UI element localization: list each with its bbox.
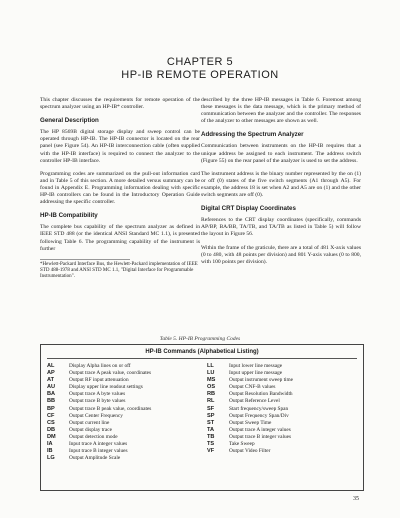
table-row: [47, 370, 197, 377]
command-description: Output detection mode: [69, 433, 118, 440]
command-code: BP: [47, 405, 55, 412]
table-row: [207, 391, 357, 398]
command-description: Output Video Filter: [229, 448, 271, 455]
table-row: [47, 363, 197, 370]
command-code: LU: [207, 370, 215, 377]
table-row: [47, 398, 197, 405]
table-row: [207, 434, 357, 441]
command-description: Output Resolution Bandwidth: [229, 391, 293, 398]
command-code: ST: [207, 419, 215, 426]
command-code: RB: [207, 391, 216, 398]
command-description: Output trace A peak value, coordinates: [69, 370, 152, 377]
compat-paragraph: The complete bus capability of the spectrum analyzer as defined in IEEE STD 488 (or the identical ANSI Standard MC 1.1), is presented following Table 6. The programming capability of the instrument is further: [40, 224, 200, 252]
command-code: AP: [47, 370, 55, 377]
crt-heading: Digital CRT Display Coordinates: [201, 205, 296, 213]
table-row: [47, 406, 197, 413]
command-code: TS: [207, 441, 215, 448]
command-description: Take Sweep: [229, 441, 255, 448]
command-description: Input trace A integer values: [69, 441, 128, 448]
table-row: [207, 377, 357, 384]
command-description: Output Sweep Time: [229, 419, 272, 426]
command-code: BA: [47, 391, 56, 398]
footnote-rule: [40, 259, 198, 281]
addressing-heading: Addressing the Spectrum Analyzer: [201, 131, 304, 139]
commands-table: [40, 344, 364, 491]
table-row: [207, 420, 357, 427]
table-caption: Table 5. HP-IB Programming Codes: [159, 336, 241, 342]
chapter-title: HP-IB REMOTE OPERATION: [121, 69, 279, 81]
command-description: Display upper line readout settings: [69, 384, 143, 391]
table-row: [207, 427, 357, 434]
footnote: *Hewlett-Packard Interface Bus, the Hewlett-Packard implementation of IEEE STD 488-1978 and ANSI STD MC 1.1, "Digital Interface for Programmable Instrumentation".: [40, 261, 198, 280]
left-column: [40, 97, 200, 280]
commands-left-half: [47, 363, 197, 462]
command-description: Output trace B integer values: [229, 433, 292, 440]
command-description: Output Frequency Span/Div: [229, 412, 289, 419]
command-code: CS: [47, 419, 55, 426]
addressing-paragraph-1: Communication between instruments on the HP-IB requires that a unique address be assigned to each instrument. The address switch (Figure 55) on the rear panel of the analyzer is used to set the address.: [201, 143, 361, 164]
command-description: Output Center Frequency: [69, 412, 123, 419]
table-row: [47, 391, 197, 398]
command-description: Output trace A byte values: [69, 391, 126, 398]
table-row: [47, 455, 197, 462]
crt-paragraph-1: References to the CRT display coordinates (specifically, commands AP/BP, BA/BB, TA/TB, and TA/TB as listed in Table 5) will follow the layout in Figure 56.: [201, 217, 361, 238]
command-code: AU: [47, 384, 56, 391]
command-code: DM: [47, 433, 56, 440]
command-code: SP: [207, 412, 215, 419]
command-description: Output instrument sweep time: [229, 377, 293, 384]
command-description: Output trace A integer values: [229, 426, 291, 433]
table-row: [47, 434, 197, 441]
command-code: BB: [47, 398, 56, 405]
command-code: TA: [207, 426, 215, 433]
command-description: Input trace B integer values: [69, 448, 128, 455]
general-paragraph-2: Programming codes are summarized on the pull-out information card and in Table 5 of this section. A more detailed versus summary can be found in Appendix E. Programming information dealing with specific HP-IB controllers can be found in the Introductory Operation Guide addressing the specific controller.: [40, 170, 200, 206]
command-description: Input upper line message: [229, 370, 283, 377]
command-code: OS: [207, 384, 216, 391]
table-row: [207, 406, 357, 413]
commands-right-half: [207, 363, 357, 455]
command-description: Display Alpha lines on or off: [69, 363, 131, 369]
addressing-paragraph-2: The instrument address is the binary number represented by the on (1) or off (0) states of the five switch segments (A1 through A5). For example, the address 18 is set when A2 and A5 are on (1) and the other switch segments are off (0).: [201, 170, 361, 199]
command-code: IA: [47, 441, 53, 448]
table-row: [207, 413, 357, 420]
command-description: Input lower line message: [229, 363, 283, 369]
general-paragraph-1: The HP 8569B digital storage display and sweep control can be operated through HP-IB. The HP-IB connector is located on the rear panel (see Figure 54). An HP-IB interconnection cable (often supplied with the HP-IB interface) is required to connect the analyzer to the controller HP-IB interface.: [40, 129, 200, 164]
table-row: [207, 370, 357, 377]
table-row: [47, 384, 197, 391]
compat-heading: HP-IB Compatibility: [40, 212, 98, 220]
command-code: MS: [207, 377, 216, 384]
command-description: Output trace B peak value, coordinates: [69, 405, 152, 412]
command-description: Output display trace: [69, 426, 112, 433]
continued-paragraph: described by the three HP-IB messages in Table 6. Foremost among these messages is the data message, which is the primary method of communication between the analyzer and the controller. The responses of the analyzer to other messages are shown as well.: [201, 97, 361, 125]
command-description: Output CNF-B values: [229, 384, 276, 391]
table-row: [47, 420, 197, 427]
command-description: Start frequency/sweep Span: [229, 405, 289, 412]
command-code: SF: [207, 405, 215, 412]
command-description: Output current line: [69, 419, 110, 426]
table-row: [47, 427, 197, 434]
table-row: [47, 413, 197, 420]
command-code: AL: [47, 363, 55, 369]
crt-paragraph-2: Within the frame of the graticule, there are a total of 481 X-axis values (0 to 480, with 48 points per division) and 801 Y-axis values (0 to 800, with 100 points per division).: [201, 244, 361, 265]
page-number: 35: [353, 496, 359, 502]
table-row: [47, 448, 197, 455]
table-row: [207, 384, 357, 391]
command-code: VF: [207, 448, 215, 455]
table-row: [47, 441, 197, 448]
command-code: AT: [47, 377, 55, 384]
command-code: LL: [207, 363, 214, 369]
command-description: Output Reference Level: [229, 398, 280, 405]
table-row: [207, 441, 357, 448]
chapter-number: CHAPTER 5: [166, 56, 234, 68]
table-row: [47, 377, 197, 384]
command-description: Output Amplitude Scale: [69, 455, 121, 462]
intro-paragraph: This chapter discusses the requirements for remote operation of the spectrum analyzer using an HP-IB* controller.: [40, 97, 200, 111]
command-description: Output trace B byte values: [69, 398, 126, 405]
command-code: LG: [47, 455, 55, 462]
right-column: [201, 97, 361, 272]
command-code: IB: [47, 448, 53, 455]
command-description: Output RF input attenuation: [69, 377, 129, 384]
command-code: DB: [47, 426, 56, 433]
command-code: CF: [47, 412, 55, 419]
general-heading: General Description: [40, 117, 99, 125]
table-row: [207, 363, 357, 370]
command-code: TB: [207, 433, 215, 440]
table-row: [207, 398, 357, 405]
table-title: HP-IB Commands (Alphabetical Listing): [47, 345, 357, 359]
chapter-header: [0, 56, 400, 82]
table-row: [207, 448, 357, 455]
command-code: RL: [207, 398, 215, 405]
